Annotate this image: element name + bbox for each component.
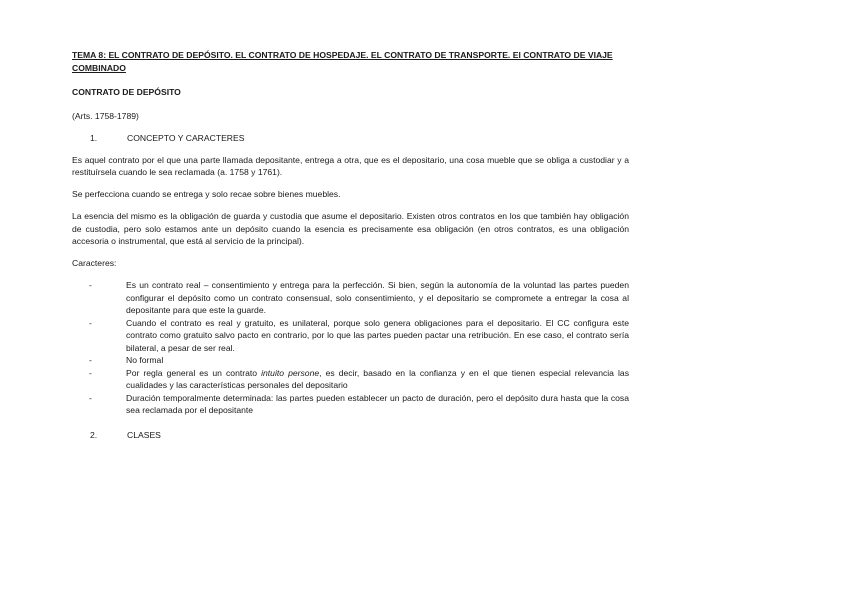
spacer <box>72 417 629 429</box>
bullet-dash: - <box>89 367 92 378</box>
list-number: 2. <box>90 429 98 440</box>
numbered-heading-2 <box>72 429 629 441</box>
paragraph-perfection: Se perfecciona cuando se entrega y solo recae sobre bienes muebles. <box>72 189 341 199</box>
paragraph-caracteres-label: Caracteres: <box>72 258 117 268</box>
numbered-heading-label: CONCEPTO Y CARACTERES <box>127 133 245 143</box>
list-item <box>72 354 629 367</box>
bullet-dash: - <box>89 317 92 328</box>
list-item-text: Duración temporalmente determinada: las partes pueden establecer un pacto de duración, pero el depósito dura hasta que la cosa sea reclamada por el depositante <box>126 392 629 415</box>
list-item <box>72 279 629 317</box>
bullet-dash: - <box>89 392 92 403</box>
section-heading: CONTRATO DE DEPÓSITO <box>72 87 181 97</box>
list-number: 1. <box>90 133 98 143</box>
list-item <box>72 392 629 417</box>
list-item <box>72 367 629 392</box>
articles-reference: (Arts. 1758-1789) <box>72 111 139 121</box>
list-item-text: No formal <box>126 355 164 365</box>
list-item-text: Es un contrato real – consentimiento y entrega para la perfección. Si bien, según la autonomía de la voluntad las partes pueden configurar el depósito como un contrato consensual, solo consentimiento, y el depositario se compromete a entregar la cosa al depositante para que este la guarde. <box>126 280 629 315</box>
numbered-heading-label: CLASES <box>127 429 161 440</box>
text-before-italic: Por regla general es un contrato <box>126 367 262 378</box>
list-item <box>72 317 629 355</box>
numbered-heading-1 <box>72 132 629 144</box>
page-content <box>72 49 629 450</box>
list-item-text <box>126 367 629 392</box>
bullet-dash: - <box>89 280 92 290</box>
bullet-dash: - <box>89 355 92 365</box>
text-after-italic: , es decir, basado en la confianza y en el que tienen especial relevancia las cualidades y las características personales del depositario <box>126 367 629 390</box>
document-title: TEMA 8: EL CONTRATO DE DEPÓSITO. EL CONTRATO DE HOSPEDAJE. EL CONTRATO DE TRANSPORTE. El CONTRATO DE VIAJE COMBINADO <box>72 50 613 73</box>
paragraph-essence: La esencia del mismo es la obligación de guarda y custodia que asume el depositario. Existen otros contratos en los que también hay obligación de custodia, pero solo estamos ante un depósito cuando la esencia es precisamente esa obligación (en otros contratos, es una obligación accesoria o instrumental, que está al servicio de la principal). <box>72 211 629 246</box>
list-item-text: Cuando el contrato es real y gratuito, es unilateral, porque solo genera obligaciones para el depositario. El CC configura este contrato como gratuito salvo pacto en contrario, por lo que las partes pueden pactar una retribución. En ese caso, el contrato sería bilateral, a pesar de ser real. <box>126 317 629 353</box>
paragraph-definition: Es aquel contrato por el que una parte llamada depositante, entrega a otra, que es el depositario, una cosa mueble que se obliga a custodiar y a restituírsela cuando le sea reclamada (a. 1758 y 1761). <box>72 154 629 177</box>
italic-term: intuito persone <box>261 367 320 378</box>
bullet-list <box>72 279 629 417</box>
